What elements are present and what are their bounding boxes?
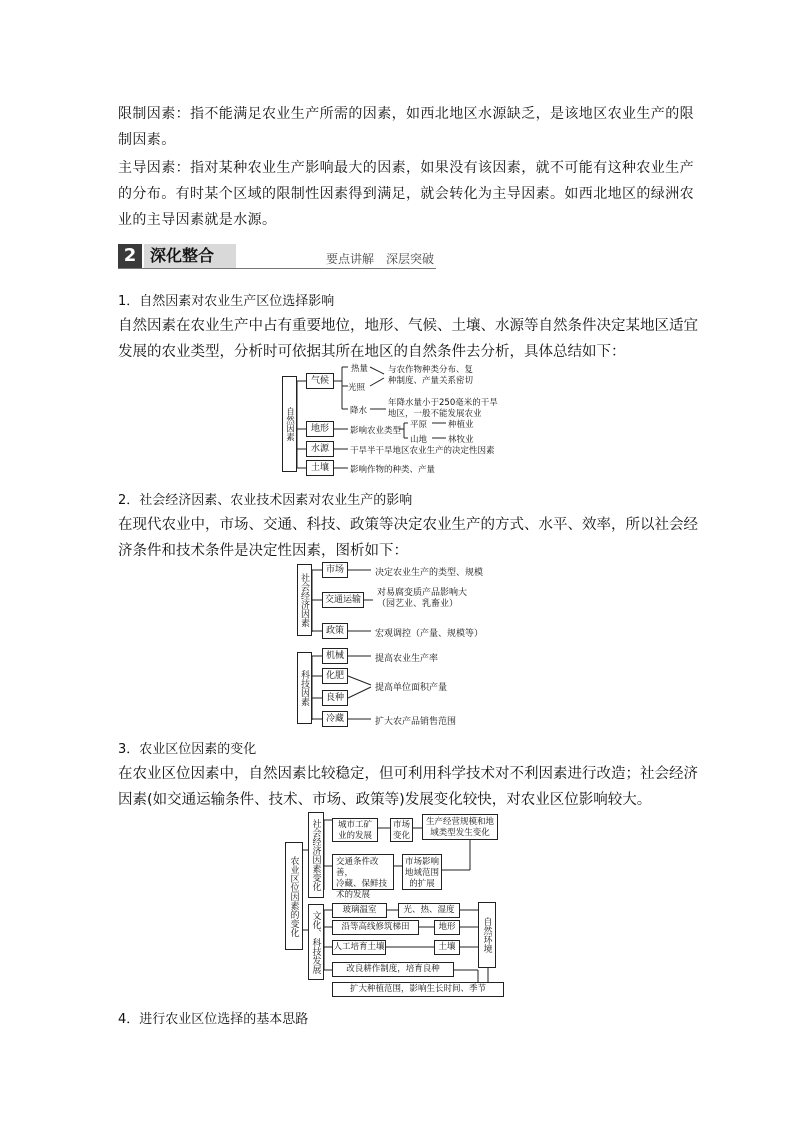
intro-line-4: 的分布。有时某个区域的限制性因素得到满足，就会转化为主导因素。如西北地区的绿洲农	[118, 186, 694, 202]
box-market-line-1: 市场	[392, 820, 410, 830]
diagram-social-tech-factors	[297, 560, 507, 728]
note-heat-light	[388, 365, 473, 387]
section-1-title: 1．自然因素对农业生产区位选择影响	[118, 294, 335, 309]
label-forest: 林牧业	[448, 435, 474, 445]
section-1-para-1: 自然因素在农业生产中占有重要地位，地形、气候、土壤、水源等自然条件决定某地区适宜	[118, 318, 698, 334]
box-greenhouse: 玻璃温室	[332, 903, 387, 918]
label-rain: 降水	[350, 406, 368, 416]
section-1-para-2: 发展的农业类型，分析时可依据其所在地区的自然条件去分析，具体总结如下：	[118, 344, 626, 360]
box-market-range-line-2: 地域范围	[404, 868, 439, 878]
box-factor-changes: 农业区位因素的变化	[285, 842, 303, 950]
note-water: 干旱半干旱地区农业生产的决定性因素	[350, 446, 495, 456]
box-soil: 土壤	[306, 460, 334, 476]
box-expand-planting: 扩大种植范围，影响生长时间、季节	[332, 982, 504, 997]
box-transport-tech	[332, 854, 394, 900]
box-natural-factors: 自然因素	[282, 376, 297, 472]
label-mountain: 山地	[410, 435, 428, 445]
box-terrain: 地形	[306, 421, 334, 437]
box-tech-factors: 科技因素	[297, 652, 312, 724]
note-machinery: 提高农业生产率	[375, 654, 439, 664]
note-transport-line-2: （园艺业、乳畜业）	[377, 599, 459, 609]
section-banner	[118, 244, 436, 269]
box-transport: 交通运输	[322, 592, 364, 608]
box-light-heat-humidity: 光、热、湿度	[398, 903, 460, 918]
box-market-line-2: 变化	[392, 831, 410, 841]
note-soil: 影响作物的种类、产量	[350, 465, 436, 475]
intro-line-5: 业的主导因素就是水源。	[118, 212, 277, 228]
box-reform-farming: 改良耕作制度，培育良种	[332, 962, 454, 977]
label-heat: 热量	[351, 364, 369, 374]
intro-line-1: 限制因素：指不能满足农业生产所需的因素，如西北地区水源缺乏，是该地区农业生产的限	[118, 106, 694, 122]
box-artificial-soil: 人工培育土壤	[332, 940, 386, 955]
note-transport-line-1: 对易腐变质产品影响大	[377, 588, 468, 598]
note-yield: 提高单位面积产量	[375, 683, 448, 693]
note-policy: 宏观调控（产量、规模等）	[375, 629, 484, 639]
label-light: 光照	[348, 383, 366, 393]
box-city-industry	[332, 818, 378, 842]
box-market-range-line-1: 市场影响	[404, 857, 439, 867]
box-city-line-2: 业的发展	[337, 831, 372, 841]
banner-number: 2	[118, 244, 142, 268]
note-market: 决定农业生产的类型、规模	[375, 568, 484, 578]
box-natural-environment: 自然环境	[478, 902, 496, 968]
box-water: 水源	[306, 441, 334, 457]
box-market-change	[390, 818, 413, 842]
section-3-title: 3．农业区位因素的变化	[118, 742, 257, 757]
banner-subtitle: 要点讲解 深层突破	[326, 252, 435, 266]
note-terrain: 影响农业类型	[350, 426, 402, 436]
box-scale-line-1: 生产经营规模和地	[425, 817, 494, 827]
box-improved-seed: 良种	[322, 690, 348, 706]
section-4-title: 4．进行农业区位选择的基本思路	[118, 1012, 309, 1027]
note-rain	[388, 398, 498, 420]
diagram-factor-changes	[282, 810, 507, 998]
box-climate: 气候	[306, 373, 334, 389]
box-market: 市场	[322, 562, 348, 578]
label-plain: 平原	[410, 420, 428, 430]
box-culture-tech: 文化、科技发展	[308, 904, 324, 980]
box-scale-change	[422, 814, 498, 840]
box-socio-economic-changes: 社会经济因素变化	[308, 812, 324, 898]
section-3-para-2: 因素(如交通运输条件、技术、市场、政策等)发展变化较快，对农业区位影响较大。	[118, 792, 652, 808]
intro-line-2: 制因素。	[118, 132, 176, 148]
box-machinery: 机械	[322, 648, 348, 664]
box-city-line-1: 城市工矿	[337, 820, 372, 830]
note-heat-light-line-1: 与农作物种类分布、复	[388, 365, 474, 375]
note-transport	[377, 588, 467, 610]
note-refrigeration: 扩大农产品销售范围	[375, 717, 457, 727]
box-terrain: 地形	[434, 920, 460, 935]
box-market-range	[402, 854, 442, 890]
box-socio-economic-factors: 社会经济因素	[297, 564, 312, 636]
box-transport-line-3: 术的发展	[336, 890, 371, 900]
box-soil: 土壤	[434, 940, 460, 955]
box-market-range-line-3: 的扩展	[409, 879, 435, 889]
section-2-para-2: 济条件和技术条件是决定性因素，图析如下：	[118, 543, 408, 559]
label-plant: 种植业	[448, 420, 474, 430]
box-policy: 政策	[322, 623, 348, 639]
section-3-para-1: 在农业区位因素中，自然因素比较稳定，但可利用科学技术对不利因素进行改造；社会经济	[118, 766, 698, 782]
section-2-para-1: 在现代农业中，市场、交通、科技、政策等决定农业生产的方式、水平、效率，所以社会经	[118, 517, 698, 533]
box-transport-line-1: 交通条件改善，	[336, 857, 379, 878]
box-fertilizer: 化肥	[322, 668, 348, 684]
intro-line-3: 主导因素：指对某种农业生产影响最大的因素，如果没有该因素，就不可能有这种农业生产	[118, 160, 694, 176]
box-transport-line-2: 冷藏、保鲜技	[336, 879, 388, 889]
banner-title: 深化整合	[144, 244, 236, 268]
section-2-title: 2．社会经济因素、农业技术因素对农业生产的影响	[118, 493, 413, 508]
note-rain-line-1: 年降水量小于250毫米的干旱	[388, 398, 498, 408]
banner-divider	[118, 268, 436, 269]
box-terraces: 沿等高线修筑梯田	[332, 920, 419, 935]
diagram-natural-factors	[282, 358, 522, 476]
note-heat-light-line-2: 种制度、产量关系密切	[388, 376, 474, 386]
box-scale-line-2: 域类型发生变化	[430, 828, 490, 838]
note-rain-line-2: 地区，一般不能发展农业	[388, 409, 482, 419]
box-refrigeration: 冷藏	[322, 711, 348, 727]
